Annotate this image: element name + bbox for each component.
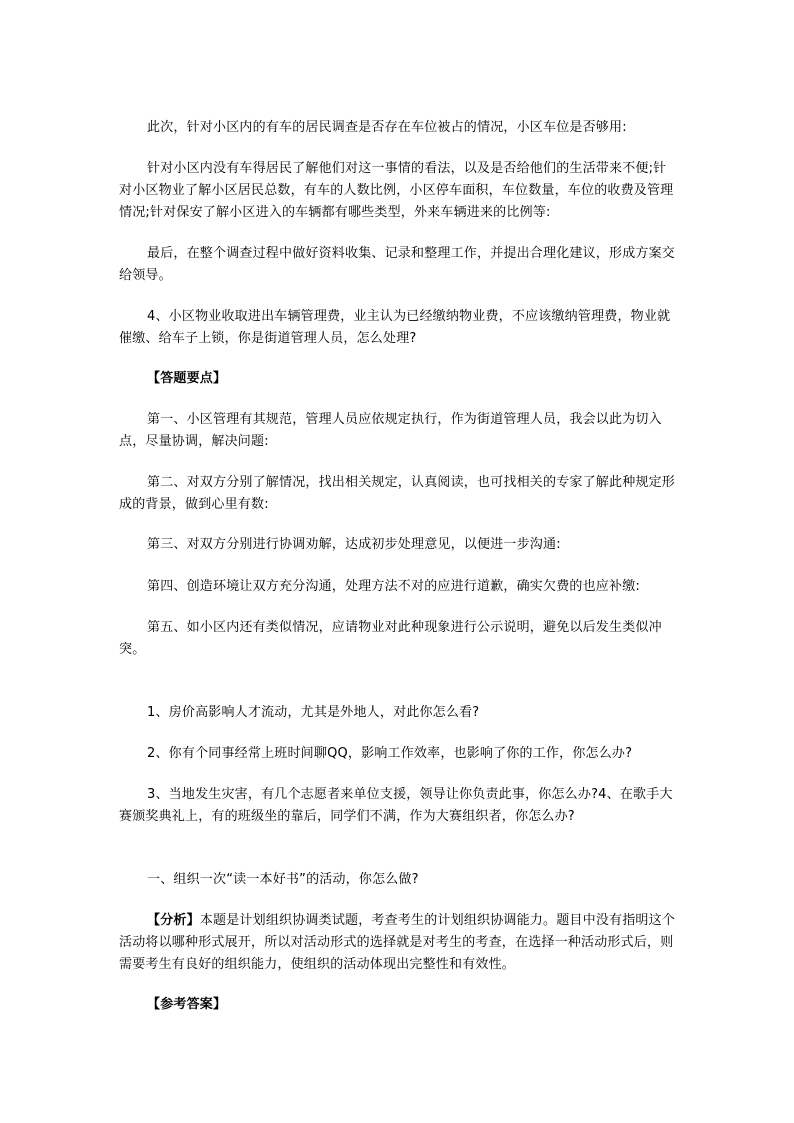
paragraph-question-qq: 2、你有个同事经常上班时间聊QQ，影响工作效率，也影响了你的工作，你怎么办? bbox=[147, 746, 633, 761]
paragraph-question-reading: 一、组织一次“读一本好书”的活动，你怎么做? bbox=[147, 872, 419, 887]
paragraph-point-1: 第一、小区管理有其规范，管理人员应依规定执行，作为街道管理人员，我会以此为切入点，尽量协调，解决问题: bbox=[119, 412, 662, 449]
analysis-text: 本题是计划组织协调类试题，考查考生的计划组织协调能力。题目中没有指明这个活动将以哪种形式展开，所以对活动形式的选择就是对考生的考查，在选择一种活动形式后，则需要考生有良好的组织能力，使组织的活动体现出完整性和有效性。 bbox=[119, 913, 676, 972]
paragraph-question-4: 4、小区物业收取进出车辆管理费，业主认为已经缴纳物业费，不应该缴纳管理费，物业就催缴、给车子上锁，你是街道管理人员，怎么处理? bbox=[119, 309, 671, 346]
paragraph-point-5: 第五、如小区内还有类似情况，应请物业对此种现象进行公示说明，避免以后发生类似冲突。 bbox=[119, 620, 662, 657]
paragraph-point-3: 第三、对双方分别进行协调劝解，达成初步处理意见，以便进一步沟通: bbox=[147, 537, 561, 552]
heading-reference-answer: 【参考答案】 bbox=[147, 997, 227, 1012]
paragraph-conclusion: 最后，在整个调查过程中做好资料收集、记录和整理工作，并提出合理化建议，形成方案交给领导。 bbox=[119, 246, 676, 283]
paragraph-question-housing: 1、房价高影响人才流动，尤其是外地人，对此你怎么看? bbox=[147, 705, 480, 720]
paragraph-question-disaster: 3、当地发生灾害，有几个志愿者来单位支援，领导让你负责此事，你怎么办?4、在歌手大赛颁奖典礼上，有的班级坐的靠后，同学们不满，作为大赛组织者，你怎么办? bbox=[119, 787, 673, 824]
paragraph-point-4: 第四、创造环境让双方充分沟通，处理方法不对的应进行道歉，确实欠费的也应补缴: bbox=[147, 579, 640, 594]
heading-answer-points: 【答题要点】 bbox=[147, 371, 227, 386]
paragraph-survey-residents: 此次，针对小区内的有车的居民调查是否存在车位被占的情况，小区车位是否够用: bbox=[147, 120, 627, 135]
analysis-label: 【分析】 bbox=[147, 913, 200, 928]
paragraph-analysis bbox=[119, 910, 675, 976]
paragraph-point-2: 第二、对双方分别了解情况，找出相关规定，认真阅读，也可找相关的专家了解此种规定形成的背景，做到心里有数: bbox=[119, 475, 676, 512]
paragraph-survey-methods: 针对小区内没有车得居民了解他们对这一事情的看法，以及是否给他们的生活带来不便;针对小区物业了解小区居民总数，有车的人数比例，小区停车面积，车位数量，车位的收费及管理情况;针对保安了解小区进入的车辆都有哪些类型，外来车辆进来的比例等: bbox=[119, 161, 674, 220]
